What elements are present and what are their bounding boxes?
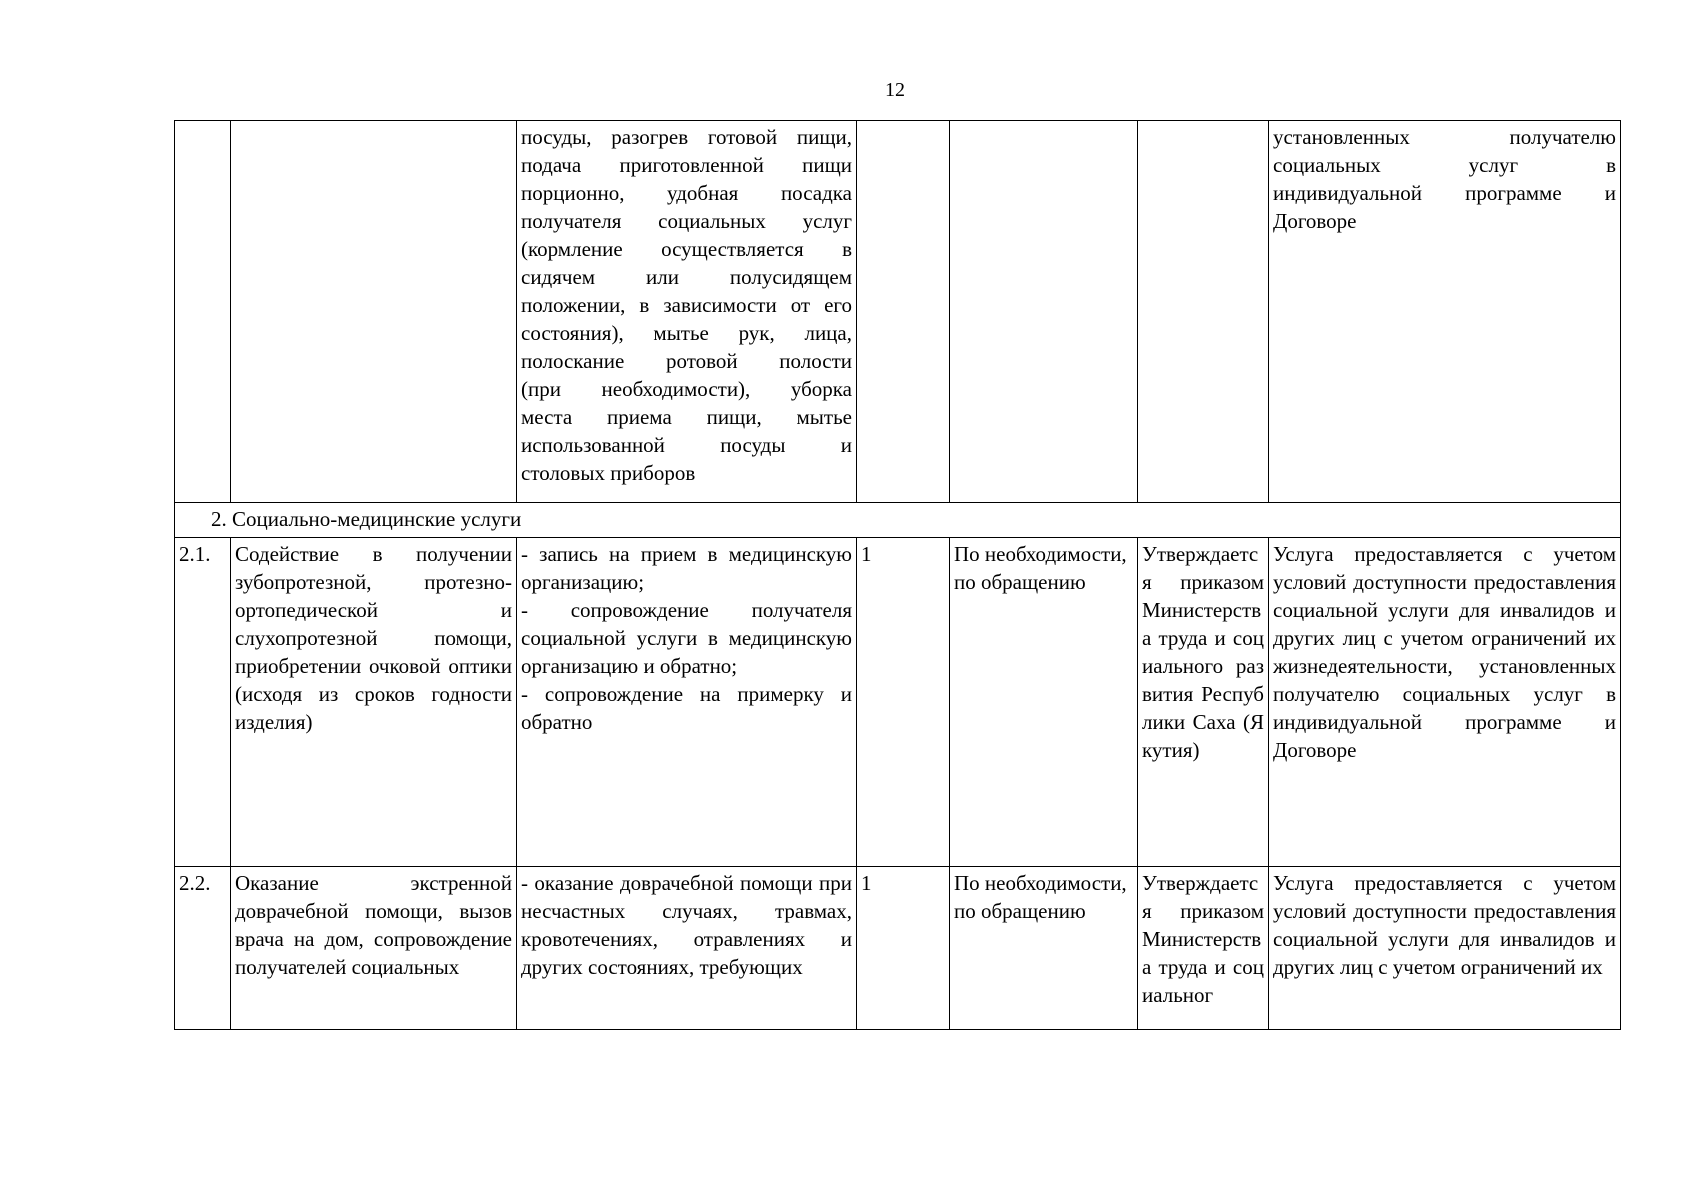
cell-name [231,121,517,503]
cell-volume: 1 [857,538,950,867]
cell-number: 2.1. [175,538,231,867]
cell-name: Содействие в получении зубопротезной, протезно-ортопедической и слухопротезной помощи, приобретении очковой оптики (исходя из сроков годности изделия) [231,538,517,867]
cell-tariff [1138,121,1269,503]
cell-content: посуды, разогрев готовой пищи, подача приготовленной пищи порционно, удобная посадка получателя социальных услуг (кормление осуществляется в сидячем или полусидящем положении, в зависимости от его состояния), мытье рук, лица, полоскание ротовой полости (при необходимости), уборка места приема пищи, мытье использованной посуды и столовых приборов [517,121,857,503]
cell-conditions: Услуга предоставляется с учетом условий доступности предоставления социальной услуги для инвалидов и других лиц с учетом ограничений их жизнедеятельности, установленных получателю социальных услуг в индивидуальной программе и Договоре [1269,538,1621,867]
section-heading: 2. Социально-медицинские услуги [175,503,1621,538]
cell-volume: 1 [857,867,950,1030]
cell-conditions: Услуга предоставляется с учетом условий доступности предоставления социальной услуги для инвалидов и других лиц с учетом ограничений их [1269,867,1621,1030]
cell-number: 2.2. [175,867,231,1030]
section-heading-row [175,503,1621,538]
page-number: 12 [885,79,905,101]
table-row-continuation [175,121,1621,503]
table-row [175,867,1621,1030]
services-table [174,120,1621,1030]
cell-volume [857,121,950,503]
cell-content: - оказание доврачебной помощи при несчастных случаях, травмах, кровотечениях, отравлениях и других состояниях, требующих [517,867,857,1030]
cell-periodicity [950,121,1138,503]
cell-number [175,121,231,503]
cell-conditions: установленных получателю социальных услуг в индивидуальной программе и Договоре [1269,121,1621,503]
cell-periodicity: По необходимости, по обращению [950,538,1138,867]
cell-tariff: Утверждается приказом Министерства труда и социальног [1138,867,1269,1030]
table-row [175,538,1621,867]
cell-tariff: Утверждается приказом Министерства труда и социального развития Республики Саха (Якутия) [1138,538,1269,867]
cell-content: - запись на прием в медицинскую организацию; - сопровождение получателя социальной услуги в медицинскую организацию и обратно; - сопровождение на примерку и обратно [517,538,857,867]
cell-periodicity: По необходимости, по обращению [950,867,1138,1030]
cell-name: Оказание экстренной доврачебной помощи, вызов врача на дом, сопровождение получателей социальных [231,867,517,1030]
